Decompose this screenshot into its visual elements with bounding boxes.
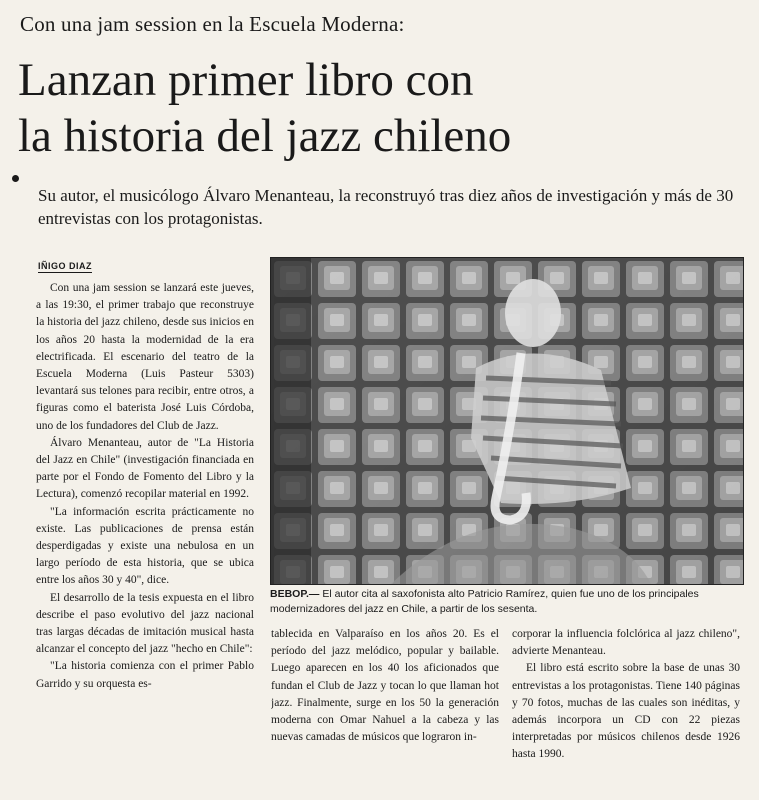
- body-column-2: [271, 626, 499, 786]
- paragraph: El desarrollo de la tesis expuesta en el libro describe el paso evolutivo del jazz nacional tras largas décadas de imitación musical hasta alcanzar el concepto del jazz "hecho en Chile":: [36, 591, 254, 656]
- headline-line-1: Lanzan primer libro con: [18, 54, 474, 106]
- paragraph: El libro está escrito sobre la base de unas 30 entrevistas a los protagonistas. Tiene 140 páginas y 70 fotos, muchas de las cuales son inéditas, y además incorpora un CD con 22 piezas interpretadas por músicos chilenos desde 1926 hasta 1990.: [512, 662, 740, 761]
- headline: [18, 52, 748, 164]
- paragraph: tablecida en Valparaíso en los años 20. Es el período del jazz melódico, popular y bailable. Luego aparecen en los 40 los aficionados que fundan el Club de Jazz y tocan lo que llaman hot jazz. Finalmente, surge en los 50 la generación moderna con Omar Nahuel a la cabeza y las nuevas camadas de músicos que lograron in-: [271, 628, 499, 744]
- paragraph: "La información escrita prácticamente no existe. Las publicaciones de prensa están desperdigadas y existe una nebulosa en un largo período de esta historia, que se ubica entre los años 30 y 40", dice.: [36, 505, 254, 587]
- photo-caption: [270, 587, 742, 617]
- photo-saxophonist: [270, 257, 744, 585]
- paragraph: "La historia comienza con el primer Pablo Garrido y su orquesta es-: [36, 660, 254, 690]
- bullet-dot: [12, 175, 19, 182]
- body-column-1: [36, 280, 254, 785]
- photo-image: [271, 258, 743, 584]
- caption-label: BEBOP.—: [270, 588, 320, 600]
- caption-text: El autor cita al saxofonista alto Patricio Ramírez, quien fue uno de los principales modernizadores del jazz en Chile, a partir de los sesenta.: [270, 588, 699, 615]
- paragraph: corporar la influencia folclórica al jazz chileno", advierte Menanteau.: [512, 628, 740, 658]
- byline: IÑIGO DIAZ: [38, 261, 92, 271]
- paragraph: Con una jam session se lanzará este jueves, a las 19:30, el primer trabajo que reconstruye la historia del jazz chileno, desde sus inicios en los años 20 hasta la modernidad de la era electrificada. El escenario del teatro de la Escuela Moderna (Luis Pasteur 5303) levantará sus telones para recibir, entre otros, a figuras como el baterista José Luis Córdoba, uno de los fundadores del Club de Jazz.: [36, 282, 254, 432]
- body-column-3: [512, 626, 740, 786]
- paragraph: Álvaro Menanteau, autor de "La Historia del Jazz en Chile" (investigación financiada en parte por el Fondo de Fomento del Libro y la Lectura), comenzó recopilar material en 1992.: [36, 436, 254, 501]
- deck-subheading: Su autor, el musicólogo Álvaro Menanteau, la reconstruyó tras diez años de investigación y más de 30 entrevistas con los protagonistas.: [38, 186, 734, 228]
- headline-line-2: la historia del jazz chileno: [18, 110, 512, 162]
- kicker: Con una jam session en la Escuela Moderna:: [20, 12, 405, 36]
